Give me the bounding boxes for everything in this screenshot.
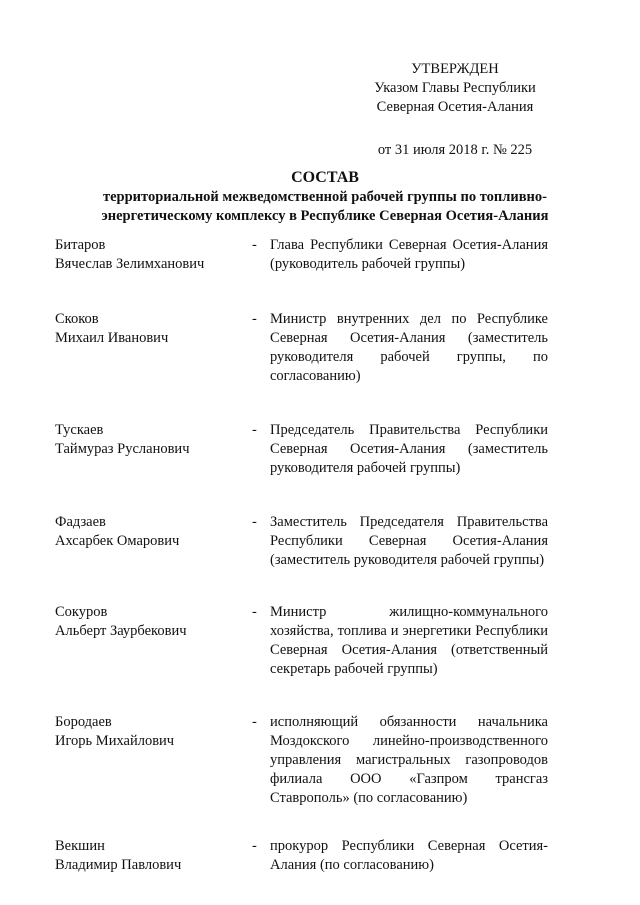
document-subtitle-line-1: территориальной межведомственной рабочей группы по топливно- bbox=[103, 189, 547, 205]
member-role: Глава Республики Северная Осетия-Алания (руководитель рабочей группы) bbox=[270, 237, 548, 272]
member-given-names: Таймураз Русланович bbox=[55, 441, 190, 457]
member-row bbox=[55, 236, 555, 274]
member-given-names: Ахсарбек Омарович bbox=[55, 533, 180, 549]
member-separator: - bbox=[252, 422, 257, 438]
member-name bbox=[55, 421, 252, 478]
member-role: Заместитель Председателя Правительства Республики Северная Осетия-Алания (заместитель руководителя рабочей группы) bbox=[270, 514, 548, 568]
member-given-names: Михаил Иванович bbox=[55, 330, 169, 346]
member-separator: - bbox=[252, 514, 257, 530]
member-given-names: Владимир Павлович bbox=[55, 857, 182, 873]
approval-line-2: Северная Осетия-Алания bbox=[376, 99, 534, 115]
member-row bbox=[55, 421, 555, 478]
member-role: Председатель Правительства Республики Северная Осетия-Алания (заместитель руководителя рабочей группы) bbox=[270, 422, 548, 476]
member-given-names: Альберт Заурбекович bbox=[55, 623, 187, 639]
member-surname: Тускаев bbox=[55, 422, 104, 438]
member-name bbox=[55, 513, 252, 570]
member-role: прокурор Республики Северная Осетия-Алания (по согласованию) bbox=[270, 838, 548, 873]
member-name bbox=[55, 310, 252, 386]
member-given-names: Игорь Михайлович bbox=[55, 733, 175, 749]
member-row bbox=[55, 310, 555, 386]
approval-line-1: Указом Главы Республики bbox=[374, 80, 536, 96]
member-name bbox=[55, 713, 252, 808]
approval-block bbox=[355, 60, 555, 160]
member-list bbox=[55, 236, 555, 875]
document-heading bbox=[45, 168, 605, 226]
document-subtitle-line-2: энергетическому комплексу в Республике Северная Осетия-Алания bbox=[101, 208, 549, 224]
member-surname: Фадзаев bbox=[55, 514, 106, 530]
member-separator: - bbox=[252, 604, 257, 620]
member-role: Министр внутренних дел по Республике Северная Осетия-Алания (заместитель руководителя рабочей группы, по согласованию) bbox=[270, 311, 548, 384]
document-title: СОСТАВ bbox=[291, 169, 359, 186]
member-row bbox=[55, 513, 555, 570]
member-row bbox=[55, 837, 555, 875]
member-separator: - bbox=[252, 237, 257, 253]
member-name bbox=[55, 837, 252, 875]
member-role: Министр жилищно-коммунального хозяйства, топлива и энергетики Республики Северная Осетия-Алания (ответственный секретарь рабочей группы) bbox=[270, 604, 548, 677]
member-row bbox=[55, 603, 555, 679]
member-surname: Скоков bbox=[55, 311, 99, 327]
approval-status: УТВЕРЖДЕН bbox=[411, 61, 499, 77]
member-surname: Битаров bbox=[55, 237, 106, 253]
member-separator: - bbox=[252, 714, 257, 730]
member-surname: Векшин bbox=[55, 838, 105, 854]
member-separator: - bbox=[252, 838, 257, 854]
member-row bbox=[55, 713, 555, 808]
member-given-names: Вячеслав Зелимханович bbox=[55, 256, 205, 272]
member-name bbox=[55, 603, 252, 679]
member-surname: Сокуров bbox=[55, 604, 108, 620]
member-name bbox=[55, 236, 252, 274]
member-separator: - bbox=[252, 311, 257, 327]
member-role: исполняющий обязанности начальника Моздокского линейно-производственного управления магистральных газопроводов филиала ООО «Газпром трансгаз Ставрополь» (по согласованию) bbox=[270, 714, 548, 806]
order-date-number: от 31 июля 2018 г. № 225 bbox=[377, 142, 533, 158]
member-surname: Бородаев bbox=[55, 714, 112, 730]
